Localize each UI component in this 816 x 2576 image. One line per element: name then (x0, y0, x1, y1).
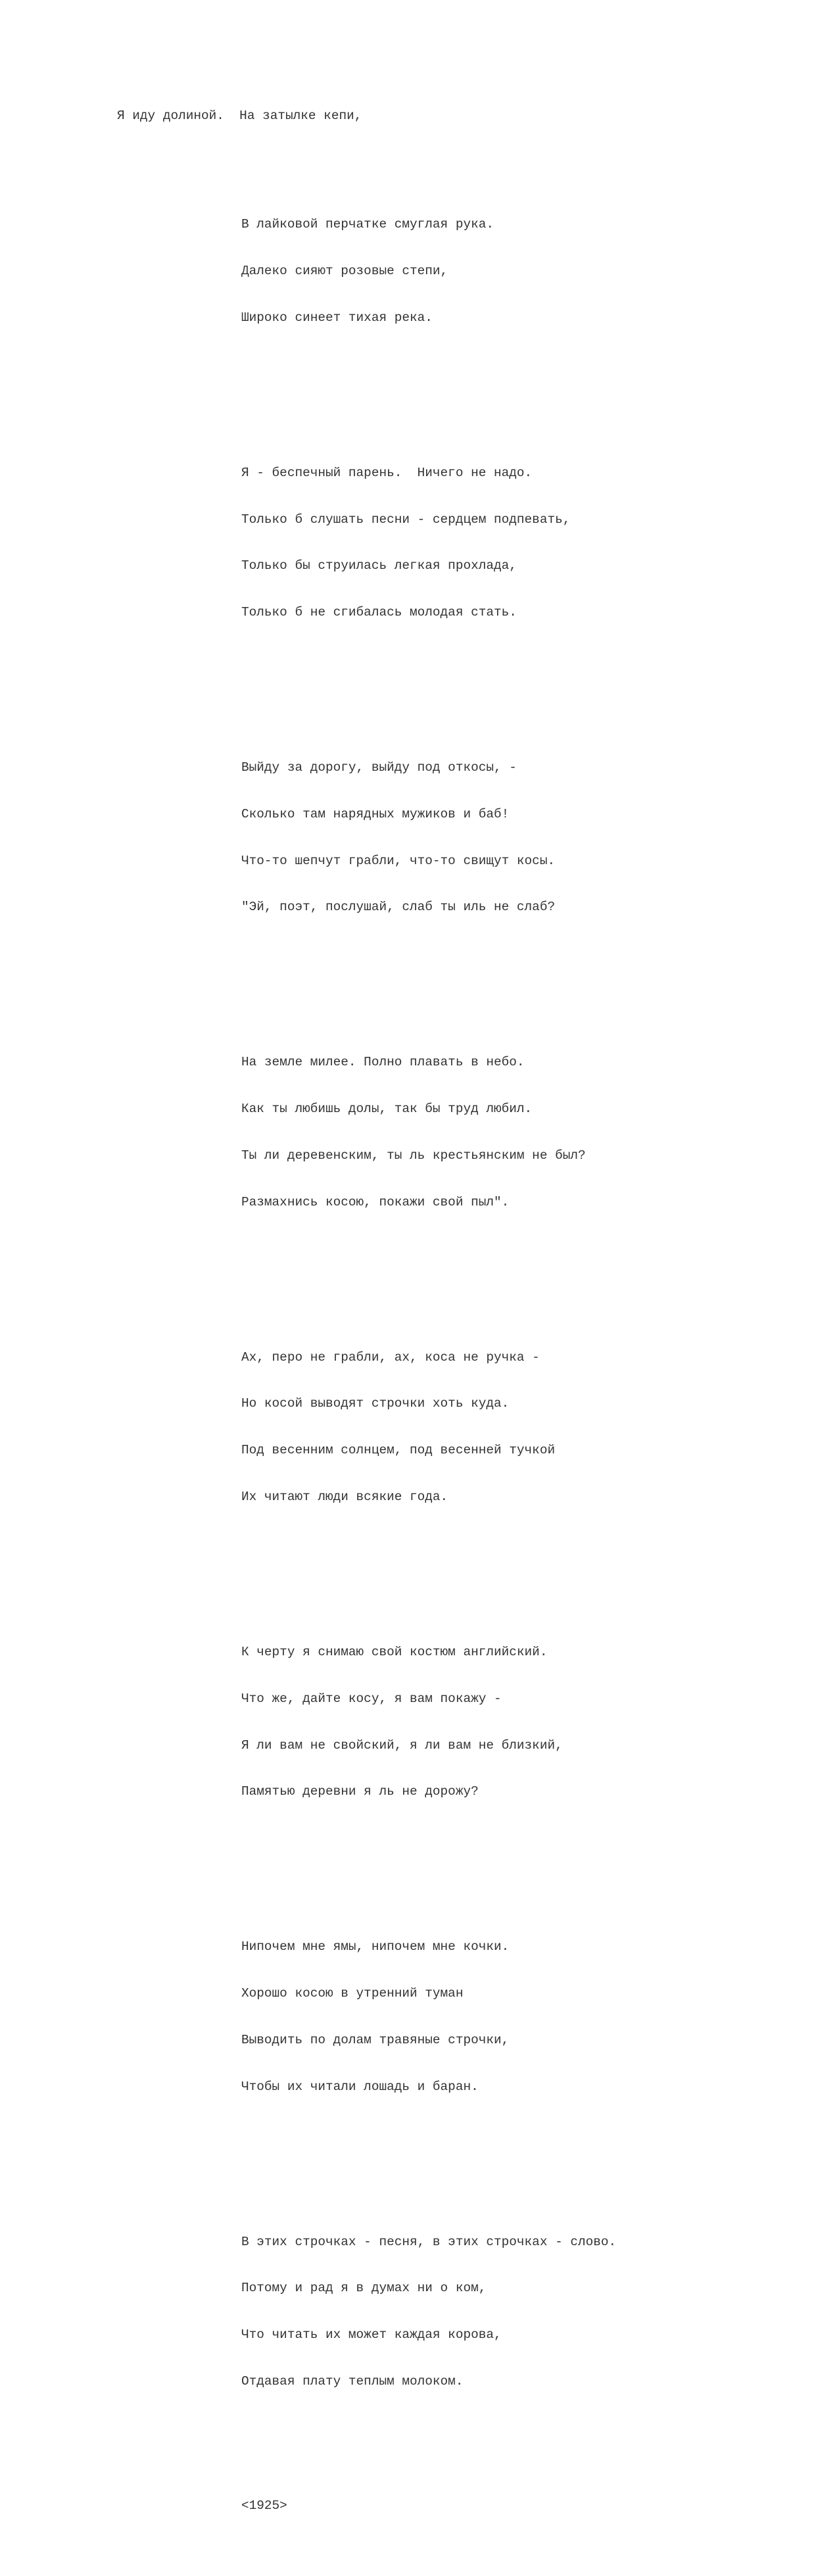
stanza-4 (241, 1024, 616, 1241)
poem-line: Под весенним солнцем, под весенней тучкой (241, 1443, 556, 1458)
stanza-gap (241, 1273, 616, 1288)
poem-line: "Эй, поэт, послушай, слаб ты иль не слаб? (241, 900, 556, 915)
poem-line: Ты ли деревенским, ты ль крестьянским не был? (241, 1148, 586, 1163)
poem-line: Только б слушать песни - сердцем подпевать, (241, 512, 571, 527)
poem-line: Нипочем мне ямы, нипочем мне кочки. (241, 1939, 510, 1955)
poem-line: Что же, дайте косу, я вам покажу - (241, 1691, 502, 1706)
stanza-3 (241, 729, 616, 946)
poem-line: Широко синеет тихая река. (241, 310, 433, 325)
poem-date: <1925> (241, 2498, 287, 2513)
poem-line: Отдавая плату теплым молоком. (241, 2373, 464, 2389)
poem-line: На земле милее. Полно плавать в небо. (241, 1055, 525, 1070)
poem-line: Хорошо косою в утренний туман (241, 1986, 464, 2001)
poem-line: Ах, перо не грабли, ах, коса не ручка - (241, 1349, 540, 1365)
poem-line: Потому и рад я в думах ни о ком, (241, 2281, 487, 2296)
poem-line: Как ты любишь долы, так бы труд любил. (241, 1102, 533, 1117)
poem-line: Я ли вам не свойский, я ли вам не близкий, (241, 1738, 563, 1753)
poem-line: Памятью деревни я ль не дорожу? (241, 1784, 479, 1799)
stanza-gap (241, 977, 616, 993)
stanza-gap (241, 2157, 616, 2173)
poem-text (117, 78, 616, 2576)
poem-line: Их читают люди всякие года. (241, 1490, 448, 1505)
poem-line: Только бы струилась легкая прохлада, (241, 558, 517, 573)
poem-line: Сколько там нарядных мужиков и баб! (241, 806, 510, 821)
stanza-gap (241, 388, 616, 404)
stanza-2 (241, 435, 616, 652)
poem-line: В этих строчках - песня, в этих строчках - слово. (241, 2234, 617, 2249)
stanza-7 (241, 1908, 616, 2126)
poem-line: К черту я снимаю свой костюм английский. (241, 1644, 548, 1659)
poem-line: Выводить по долам травяные строчки, (241, 2032, 510, 2047)
poem-line: Размахнись косою, покажи свой пыл". (241, 1194, 510, 1209)
poem-line: Выйду за дорогу, выйду под откосы, - (241, 760, 517, 775)
poem-body (117, 155, 616, 2544)
poem-line: Чтобы их читали лошадь и баран. (241, 2079, 479, 2094)
stanza-5 (241, 1319, 616, 1536)
poem-line: Что читать их может каждая корова, (241, 2327, 502, 2343)
stanza-gap (241, 1567, 616, 1583)
stanza-gap (241, 2452, 616, 2467)
poem-line: Что-то шепчут грабли, что-то свищут косы. (241, 853, 556, 868)
poem-first-line: Я иду долиной. На затылке кепи, (117, 109, 362, 124)
stanza-8 (241, 2203, 616, 2420)
stanza-gap (241, 1862, 616, 1878)
poem-line: В лайковой перчатке смуглая рука. (241, 217, 494, 232)
stanza-gap (241, 683, 616, 698)
poem-line: Я - беспечный парень. Ничего не надо. (241, 465, 533, 480)
poem-line: Но косой выводят строчки хоть куда. (241, 1396, 510, 1411)
poem-line: Далеко сияют розовые степи, (241, 264, 448, 279)
stanza-6 (241, 1614, 616, 1831)
stanza-1 (241, 186, 616, 357)
poem-line: Только б не сгибалась молодая стать. (241, 605, 517, 620)
